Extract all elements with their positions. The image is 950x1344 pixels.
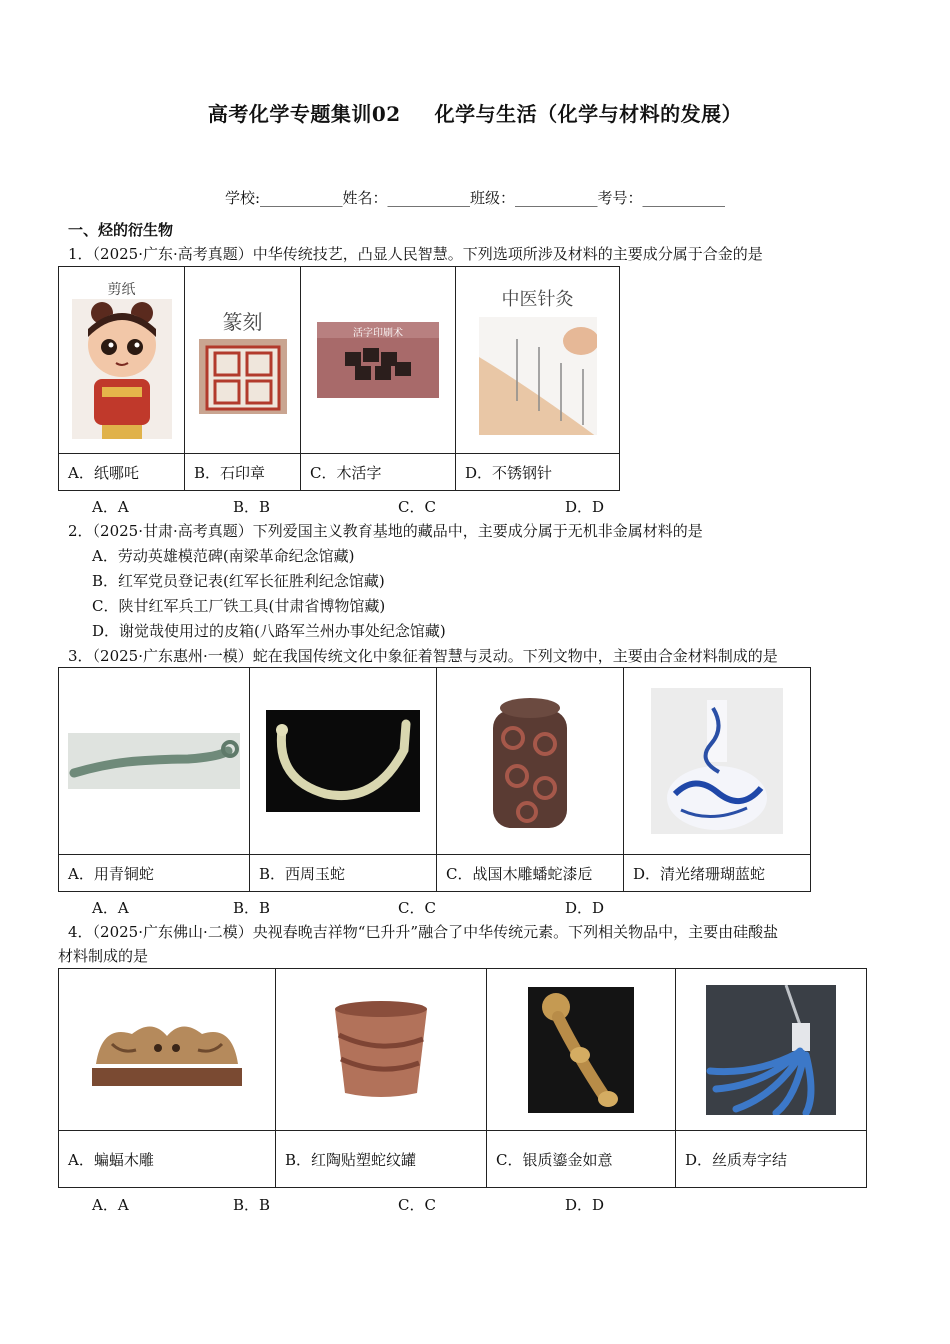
q3-choice-a[interactable]: A．A (92, 899, 129, 917)
q4-label-d: D．丝质寿字结 (676, 1131, 867, 1188)
q4-label-b: B．红陶贴塑蛇纹罐 (276, 1131, 487, 1188)
q1-label-a: A．纸哪吒 (59, 454, 185, 491)
acupuncture-image (479, 285, 597, 435)
q4-choice-d[interactable]: D．D (565, 1196, 605, 1214)
bronze-snake-image (68, 733, 240, 789)
q3-choices (0, 897, 950, 917)
q1-choice-d[interactable]: D．D (565, 498, 605, 516)
q3-choice-c[interactable]: C．C (398, 899, 436, 917)
q1-label-c: C．木活字 (301, 454, 456, 491)
image-caption: 剪纸 (107, 282, 136, 298)
q2-option-b[interactable]: B．红军党员登记表(红军长征胜利纪念馆藏) (92, 572, 385, 590)
silver-ruyi-image (528, 987, 634, 1113)
q4-cell-c (487, 969, 676, 1131)
lacquer-cup-image (483, 688, 577, 834)
q3-choice-b[interactable]: B．B (233, 899, 271, 917)
silk-knot-image (706, 985, 836, 1115)
ruyi-scepter-icon (528, 987, 634, 1113)
q4-cell-d (676, 969, 867, 1131)
q3-label-d: D．清光绪珊瑚蓝蛇 (624, 855, 811, 892)
q4-stem-line2: 材料制成的是 (58, 947, 149, 965)
lacquer-cup-icon (483, 688, 577, 834)
bat-carving-image (92, 1014, 242, 1086)
q3-label-c: C．战国木雕蟠蛇漆卮 (437, 855, 624, 892)
seal-stamp-icon (199, 339, 287, 414)
q1-cell-d (456, 267, 620, 454)
q2-option-a[interactable]: A．劳动英雄模范碑(南梁革命纪念馆藏) (92, 547, 355, 565)
q2-option-c[interactable]: C．陕甘红军兵工厂铁工具(甘肃省博物馆藏) (92, 597, 386, 615)
section-heading: 一、烃的衍生物 (68, 221, 174, 239)
q1-choice-b[interactable]: B．B (233, 498, 271, 516)
q1-label-d: D．不锈钢针 (456, 454, 620, 491)
nezha-papercut-image (72, 277, 172, 443)
q2-option-d[interactable]: D．谢觉哉使用过的皮箱(八路军兰州办事处纪念馆藏) (92, 622, 446, 640)
jade-snake-image (266, 710, 420, 812)
image-caption: 篆刻 (222, 310, 263, 334)
q4-cell-a (59, 969, 276, 1131)
q1-choices (0, 496, 950, 516)
q4-choice-b[interactable]: B．B (233, 1196, 271, 1214)
q4-choices (0, 1194, 950, 1214)
q1-cell-a (59, 267, 185, 454)
page-title (0, 98, 950, 127)
student-info-line: 学校:___________姓名：___________班级：___________考号：___________ (224, 189, 726, 207)
title-main: 高考化学专题集训02 (207, 102, 401, 126)
q1-cell-b (185, 267, 301, 454)
title-sub: 化学与生活（化学与材料的发展） (434, 102, 743, 126)
q4-choice-a[interactable]: A．A (92, 1196, 129, 1214)
image-caption: 活字印刷术 (353, 328, 403, 339)
pottery-jar-icon (325, 999, 437, 1101)
q1-stem: 1．（2025·广东·高考真题）中华传统技艺，凸显人民智慧。下列选项所涉及材料的主要成分属于合金的是 (68, 245, 763, 263)
q3-table (58, 667, 811, 892)
jade-snake-icon (266, 710, 420, 812)
q4-label-c: C．银质鎏金如意 (487, 1131, 676, 1188)
q1-cell-c (301, 267, 456, 454)
q1-table (58, 266, 620, 491)
vase-icon (651, 688, 783, 834)
acupuncture-needles-icon (479, 317, 597, 435)
tassel-knot-icon (706, 985, 836, 1115)
image-caption: 中医针灸 (501, 289, 574, 310)
q3-choice-d[interactable]: D．D (565, 899, 605, 917)
q1-label-b: B．石印章 (185, 454, 301, 491)
q3-cell-c (437, 668, 624, 855)
q3-label-a: A．用青铜蛇 (59, 855, 250, 892)
q3-cell-d (624, 668, 811, 855)
red-pottery-jar-image (325, 999, 437, 1101)
q3-stem: 3．（2025·广东惠州·一模）蛇在我国传统文化中象征着智慧与灵动。下列文物中，主要由合金材料制成的是 (68, 647, 778, 665)
q3-label-b: B．西周玉蛇 (250, 855, 437, 892)
stone-seal-image (199, 306, 287, 414)
blue-white-vase-image (651, 688, 783, 834)
q4-choice-c[interactable]: C．C (398, 1196, 436, 1214)
q2-stem: 2．（2025·甘肃·高考真题）下列爱国主义教育基地的藏品中，主要成分属于无机非金属材料的是 (68, 522, 703, 540)
q4-stem-line1: 4．（2025·广东佛山·二模）央视春晚吉祥物“巳升升”融合了中华传统元素。下列相关物品中，主要由硅酸盐 (68, 923, 779, 941)
nezha-figure-icon (72, 299, 172, 439)
q4-table (58, 968, 867, 1188)
q1-choice-a[interactable]: A．A (92, 498, 129, 516)
q4-cell-b (276, 969, 487, 1131)
q3-cell-a (59, 668, 250, 855)
q1-choice-c[interactable]: C．C (398, 498, 436, 516)
q3-cell-b (250, 668, 437, 855)
bat-carving-icon (92, 1014, 242, 1086)
bronze-snake-icon (68, 733, 240, 789)
q4-label-a: A．蝙蝠木雕 (59, 1131, 276, 1188)
movable-type-image (317, 322, 439, 398)
